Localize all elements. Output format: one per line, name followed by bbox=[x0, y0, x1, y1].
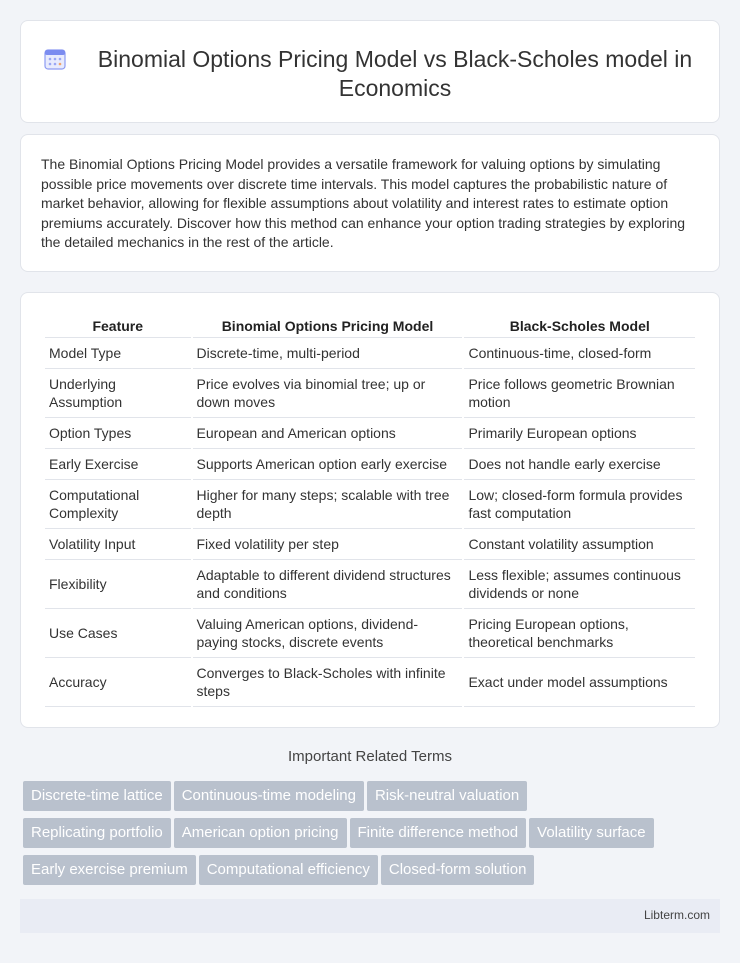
intro-paragraph: The Binomial Options Pricing Model provides a versatile framework for valuing options by simulating possible price movements over discrete time intervals. This model captures the probabilistic nature of market behavior, allowing for flexible assumptions about volatility and interest rates to estimate option premiums accurately. Discover how this method can enhance your option trading strategies by exploring the detailed mechanics in the rest of the article. bbox=[41, 156, 686, 251]
binomial-cell: Supports American option early exercise bbox=[193, 449, 463, 480]
related-term-tag[interactable]: Replicating portfolio bbox=[23, 818, 171, 848]
related-term-tag[interactable]: Discrete-time lattice bbox=[23, 781, 171, 811]
feature-cell: Option Types bbox=[45, 418, 191, 449]
comparison-table bbox=[43, 315, 697, 707]
feature-cell: Use Cases bbox=[45, 609, 191, 658]
black-scholes-cell: Constant volatility assumption bbox=[464, 529, 695, 560]
header-feature: Feature bbox=[45, 315, 191, 338]
feature-cell: Accuracy bbox=[45, 658, 191, 707]
feature-cell: Underlying Assumption bbox=[45, 369, 191, 418]
footer-site-link[interactable]: Libterm.com bbox=[643, 908, 710, 922]
table-row bbox=[45, 609, 695, 658]
table-row bbox=[45, 449, 695, 480]
table-row bbox=[45, 529, 695, 560]
binomial-cell: Higher for many steps; scalable with tree depth bbox=[193, 480, 463, 529]
feature-cell: Flexibility bbox=[45, 560, 191, 609]
black-scholes-cell: Price follows geometric Brownian motion bbox=[464, 369, 695, 418]
feature-cell: Model Type bbox=[45, 338, 191, 369]
comparison-card bbox=[20, 292, 720, 728]
related-term-tag[interactable]: Continuous-time modeling bbox=[174, 781, 364, 811]
title-card bbox=[20, 20, 720, 123]
binomial-cell: Price evolves via binomial tree; up or down moves bbox=[193, 369, 463, 418]
header-black-scholes: Black-Scholes Model bbox=[464, 315, 695, 338]
table-row bbox=[45, 480, 695, 529]
black-scholes-cell: Less flexible; assumes continuous dividends or none bbox=[464, 560, 695, 609]
black-scholes-cell: Does not handle early exercise bbox=[464, 449, 695, 480]
binomial-cell: Converges to Black-Scholes with infinite steps bbox=[193, 658, 463, 707]
table-header-row bbox=[45, 315, 695, 338]
page-title: Binomial Options Pricing Model vs Black-Scholes model in Economics bbox=[97, 46, 693, 101]
footer bbox=[20, 899, 720, 933]
tag-row bbox=[23, 855, 723, 892]
related-term-tag[interactable]: Finite difference method bbox=[350, 818, 527, 848]
feature-cell: Early Exercise bbox=[45, 449, 191, 480]
related-term-tag[interactable]: Early exercise premium bbox=[23, 855, 196, 885]
table-row bbox=[45, 418, 695, 449]
black-scholes-cell: Primarily European options bbox=[464, 418, 695, 449]
black-scholes-cell: Continuous-time, closed-form bbox=[464, 338, 695, 369]
feature-cell: Volatility Input bbox=[45, 529, 191, 560]
related-term-tag[interactable]: Computational efficiency bbox=[199, 855, 378, 885]
table-row bbox=[45, 560, 695, 609]
related-terms-list bbox=[23, 781, 723, 892]
black-scholes-cell: Pricing European options, theoretical benchmarks bbox=[464, 609, 695, 658]
tag-row bbox=[23, 781, 723, 818]
related-term-tag[interactable]: American option pricing bbox=[174, 818, 347, 848]
table-row bbox=[45, 369, 695, 418]
header-binomial: Binomial Options Pricing Model bbox=[193, 315, 463, 338]
related-term-tag[interactable]: Risk-neutral valuation bbox=[367, 781, 527, 811]
intro-card bbox=[20, 134, 720, 272]
feature-cell: Computational Complexity bbox=[45, 480, 191, 529]
related-term-tag[interactable]: Closed-form solution bbox=[381, 855, 535, 885]
binomial-cell: Discrete-time, multi-period bbox=[193, 338, 463, 369]
related-terms-heading: Important Related Terms bbox=[288, 748, 452, 765]
related-term-tag[interactable]: Volatility surface bbox=[529, 818, 653, 848]
binomial-cell: Fixed volatility per step bbox=[193, 529, 463, 560]
binomial-cell: European and American options bbox=[193, 418, 463, 449]
black-scholes-cell: Exact under model assumptions bbox=[464, 658, 695, 707]
table-row bbox=[45, 658, 695, 707]
black-scholes-cell: Low; closed-form formula provides fast computation bbox=[464, 480, 695, 529]
binomial-cell: Valuing American options, dividend-paying stocks, discrete events bbox=[193, 609, 463, 658]
binomial-cell: Adaptable to different dividend structures and conditions bbox=[193, 560, 463, 609]
tag-row bbox=[23, 818, 723, 855]
table-row bbox=[45, 338, 695, 369]
